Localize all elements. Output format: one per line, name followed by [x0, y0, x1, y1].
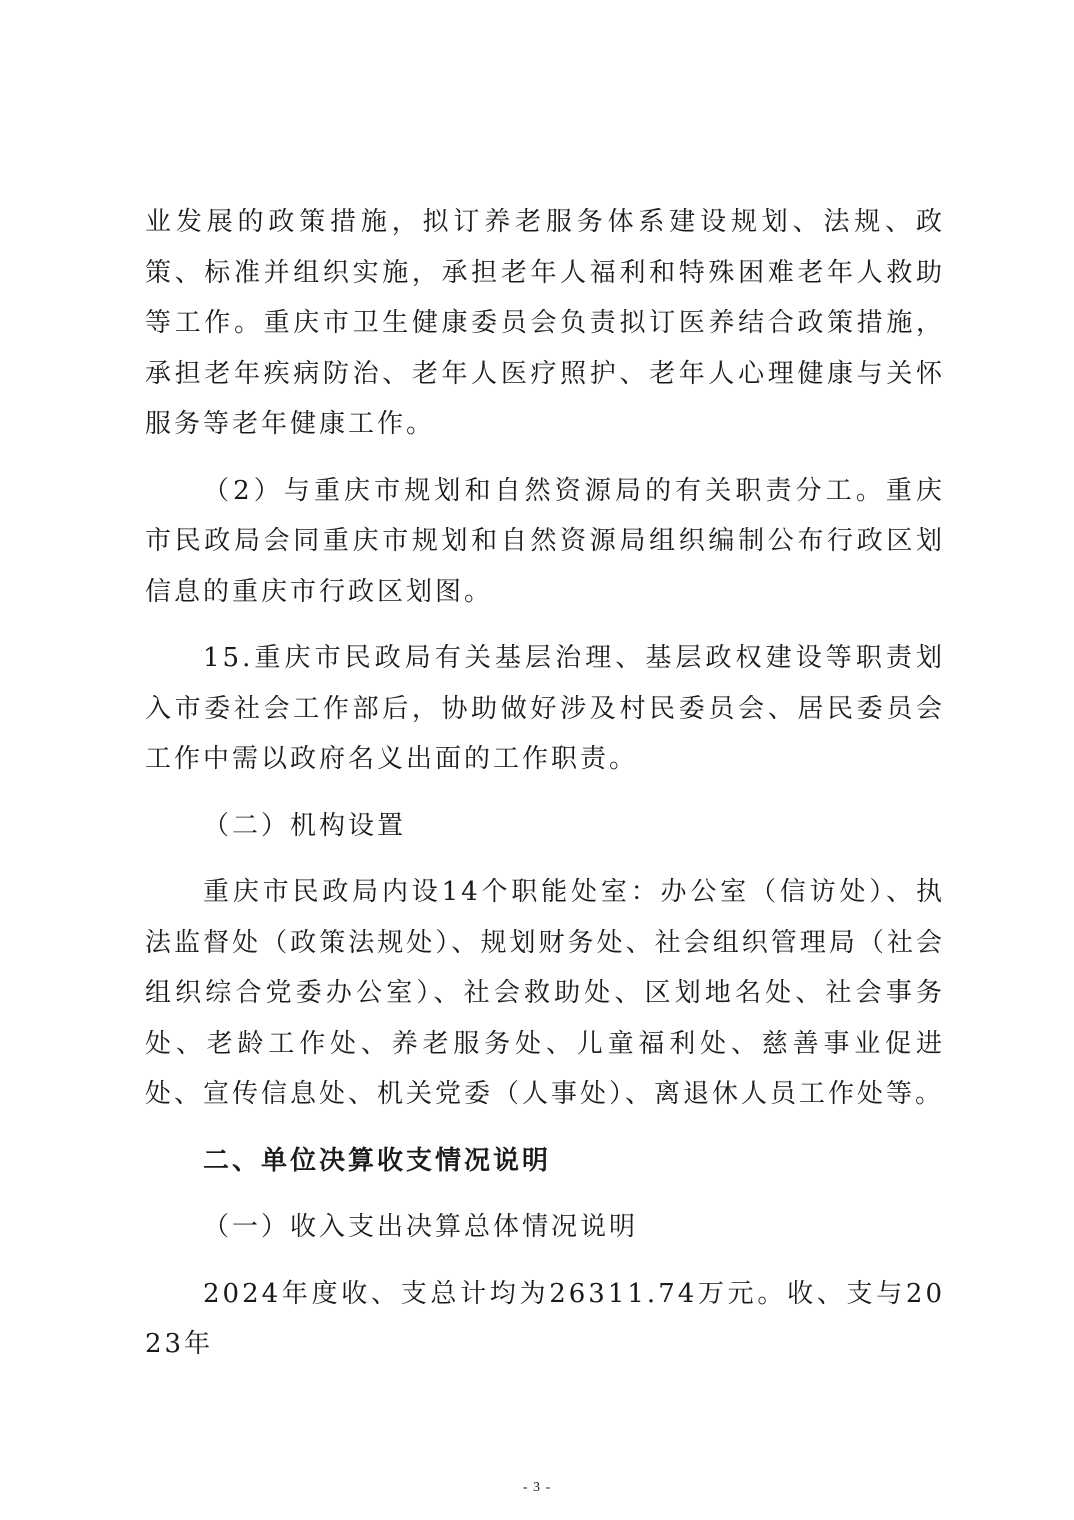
paragraph-totals-2024: 2024年度收、支总计均为26311.74万元。收、支与2023年 — [145, 1278, 945, 1359]
heading-income-expense-overview: （一）收入支出决算总体情况说明 — [203, 1212, 639, 1242]
paragraph-internal-divisions: 重庆市民政局内设14个职能处室：办公室（信访处）、执法监督处（政策法规处）、规划财务处、社会组织管理局（社会组织综合党委办公室）、社会救助处、区划地名处、社会事务处、老龄工作处、养老服务处、儿童福利处、慈善事业促进处、宣传信息处、机关党委（人事处）、离退休人员工作处等。 — [145, 877, 945, 1109]
document-body — [145, 197, 945, 1370]
page-number: - 3 - — [522, 1480, 552, 1495]
paragraph-planning-division: （2）与重庆市规划和自然资源局的有关职责分工。重庆市民政局会同重庆市规划和自然资源局组织编制公布行政区划信息的重庆市行政区划图。 — [145, 475, 945, 607]
heading-section-two: 二、单位决算收支情况说明 — [203, 1145, 552, 1176]
paragraph-item-15: 15.重庆市民政局有关基层治理、基层政权建设等职责划入市委社会工作部后，协助做好涉及村民委员会、居民委员会工作中需以政府名义出面的工作职责。 — [145, 643, 945, 774]
heading-institution-setup: （二）机构设置 — [203, 810, 407, 841]
paragraph-continuation: 业发展的政策措施，拟订养老服务体系建设规划、法规、政策、标准并组织实施，承担老年人福利和特殊困难老年人救助等工作。重庆市卫生健康委员会负责拟订医养结合政策措施，承担老年疾病防治、老年人医疗照护、老年人心理健康与关怀服务等老年健康工作。 — [145, 207, 945, 439]
